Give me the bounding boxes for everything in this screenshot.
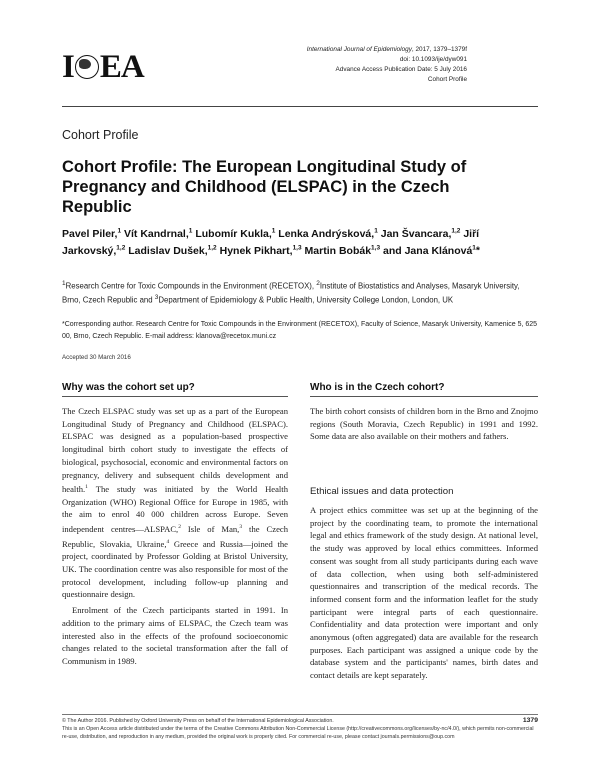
author: Jiří Jarkovský,$^{1,2}$: [62, 227, 480, 257]
left-section-heading: Why was the cohort set up?: [62, 382, 195, 393]
doi[interactable]: doi: 10.1093/ije/dyw091: [399, 56, 467, 63]
author: Lubomír Kukla,$^1$: [192, 227, 276, 240]
author: and Jana Klánová$^1$: [380, 244, 476, 257]
author: Vít Kandrnal,$^1$: [121, 227, 193, 240]
article-type: Cohort Profile: [427, 76, 467, 83]
license-text: This is an Open Access article distributed under the terms of the Creative Commons Attribution Non-Commercial License (http://creativecommons.org/licenses/by-nc/4.0/), which permits non-commercial re-use, distribution, and reproduction in any medium, provided the original work is properly cited. For commercial re-use, please contact journals.permissions@oup.com: [62, 726, 534, 740]
paragraph: Enrolment of the Czech participants started in 1991. In addition to the primary aims of ELSPAC, the Czech team was interested also in the effects of the profound socioeconomic changes related to the societal transformation after the fall of Communism in 1989.: [62, 605, 288, 666]
journal-header: [307, 45, 467, 85]
author: Ladislav Dušek,$^{1,2}$: [125, 244, 217, 257]
corresponding-marker: *: [475, 244, 481, 257]
corresponding-author: *Corresponding author. Research Centre for Toxic Compounds in the Environment (RECETOX), Faculty of Science, Masaryk University, Kamenice 5, 625 00, Brno, Czech Republic. E-mail address: klanova@recetox.muni.cz: [62, 321, 538, 340]
journal-citation: International Journal of Epidemiology, 2017, 1379–1379f: [306, 46, 467, 53]
ethics-text: [310, 504, 538, 682]
copyright-line: © The Author 2016. Published by Oxford University Press on behalf of the International Epidemiological Association.: [62, 718, 334, 724]
author: Pavel Piler,$^1$: [62, 227, 122, 240]
author: Hynek Pikhart,$^{1,3}$: [216, 244, 302, 257]
journal-name: International Journal of Epidemiology: [306, 46, 412, 53]
accepted-date: Accepted 30 March 2016: [62, 354, 131, 361]
author-list: [62, 224, 542, 258]
logo-letter-i: I: [62, 49, 74, 85]
page-number: 1379: [522, 717, 538, 724]
section-label: Cohort Profile: [62, 128, 139, 142]
author: Jan Švancara,$^{1,2}$: [377, 227, 461, 240]
right-heading-rule: [310, 396, 538, 397]
logo-letters-ea: EA: [99, 49, 144, 85]
left-column-text: [62, 405, 288, 668]
header-divider: [62, 106, 538, 107]
left-heading-rule: [62, 396, 288, 397]
advance-access-date: Advance Access Publication Date: 5 July 2016: [335, 66, 467, 73]
paragraph: The birth cohort consists of children born in the Brno and Znojmo regions (South Moravia, Czech Republic) in 1991 and 1992. Some data are also available on their mothers and fathers.: [310, 406, 538, 442]
affiliations: $^1$Research Centre for Toxic Compounds in the Environment (RECETOX), $^2$Institute of Biostatistics and Analyses, Masaryk University, Brno, Czech Republic and $^3$Department of Epidemiology & Public Health, University College London, London, UK: [62, 280, 520, 305]
right-column-text: [310, 405, 538, 443]
globe-icon: [75, 55, 99, 79]
author: Martin Bobák$^{1,3}$: [301, 244, 381, 257]
ethics-subheading: Ethical issues and data protection: [310, 486, 454, 497]
paragraph: The Czech ELSPAC study was set up as a part of the European Longitudinal Study of Pregnancy and Childhood (ELSPAC). ELSPAC was designed as a population-based prospective longitudinal birth cohort study to investigate the effects of biological, psychosocial, economic and environmental factors on pregnancy, delivery and subsequent childs development and health.$^1$ The study was initiated by the World Health Organization (WHO) Regional Office for Europe in 1985, with the aim to enrol 40 000 children across Europe. Seven independent centres—ALSPAC,$^2$ Isle of Man,$^3$ the Czech Republic, Slovakia, Ukraine,$^4$ Greece and Russia—joined the project, coordinated by Professor Golding at Bristol University, UK. The coordination centre was also responsible for most of the protocol development, including follow-up planning and questionnaire design.: [62, 406, 288, 600]
footer-license: [62, 717, 538, 741]
right-section-heading: Who is in the Czech cohort?: [310, 382, 445, 393]
paragraph: A project ethics committee was set up at the beginning of the project by the coordinating team, to promote the international legal and ethics framework of the study design. At national level, the study was approved by local ethics committees. Informed consent was sought from all study participants during each wave of data collection, when using both self-administered questionnaires and transcription of the medical records. The informed consent form and the information leaflet for the study participant were integral parts of each questionnaire. Confidentiality and data protection were important and only anonymous (often aggregated) data are available for the research purposes. Each participant was assigned a unique code by the database system and the participants' names, birth dates and contact details are kept separately.: [310, 505, 538, 681]
footer-divider: [62, 714, 538, 715]
article-title: Cohort Profile: The European Longitudinal Study of Pregnancy and Childhood (ELSPAC) in the Czech Republic: [62, 158, 467, 216]
iea-logo: [62, 50, 144, 84]
author: Lenka Andrýsková,$^1$: [275, 227, 378, 240]
